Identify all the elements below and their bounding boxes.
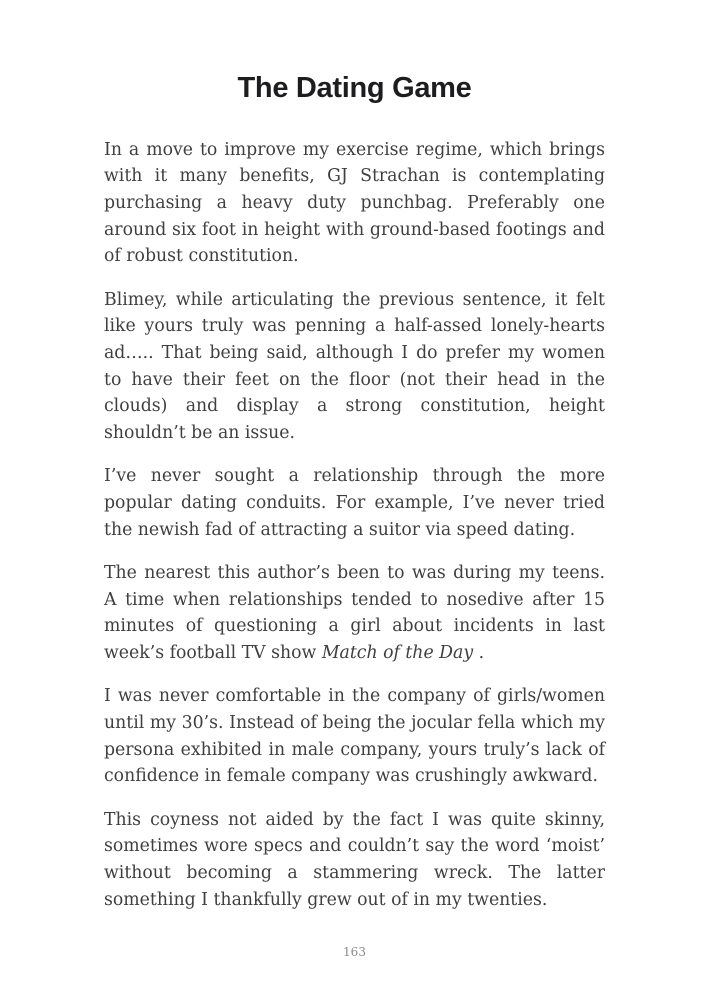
body-paragraph-1: In a move to improve my exercise regime, which brings with it many benefits, GJ Strachan is contemplating purchasing a heavy duty punchbag. Preferably one around six foot in height with ground-based footings and of robust constitution.	[104, 139, 605, 267]
article-body	[104, 137, 605, 913]
page-number-footer: 163	[343, 945, 366, 959]
paragraph-4-text-before: The nearest this author’s been to was during my teens. A time when relationships tended to nosedive after 15 minutes of questioning a girl about incidents in last week’s football TV show	[104, 563, 605, 663]
body-paragraph-2: Blimey, while articulating the previous sentence, it felt like yours truly was penning a half-assed lonely-hearts ad….. That being said, although I do prefer my women to have their feet on the floor (not their head in the clouds) and display a strong constitution, height shouldn’t be an issue.	[104, 289, 605, 443]
body-paragraph-6: This coyness not aided by the fact I was quite skinny, sometimes wore specs and couldn’t say the word ‘moist’ without becoming a stammering wreck. The latter something I thankfully grew out of in my twenties.	[104, 809, 605, 910]
page-title: The Dating Game	[237, 72, 472, 104]
body-paragraph-4	[104, 560, 605, 666]
body-paragraph-3: I’ve never sought a relationship through the more popular dating conduits. For example, I’ve never tried the newish fad of attracting a suitor via speed dating.	[104, 466, 605, 540]
italic-show-title: Match of the Day	[321, 642, 474, 663]
body-paragraph-5: I was never comfortable in the company of girls/women until my 30’s. Instead of being the jocular fella which my persona exhibited in male company, yours truly’s lack of confidence in female company was crushingly awkward.	[104, 686, 605, 787]
paragraph-4-text-after: .	[473, 642, 485, 663]
